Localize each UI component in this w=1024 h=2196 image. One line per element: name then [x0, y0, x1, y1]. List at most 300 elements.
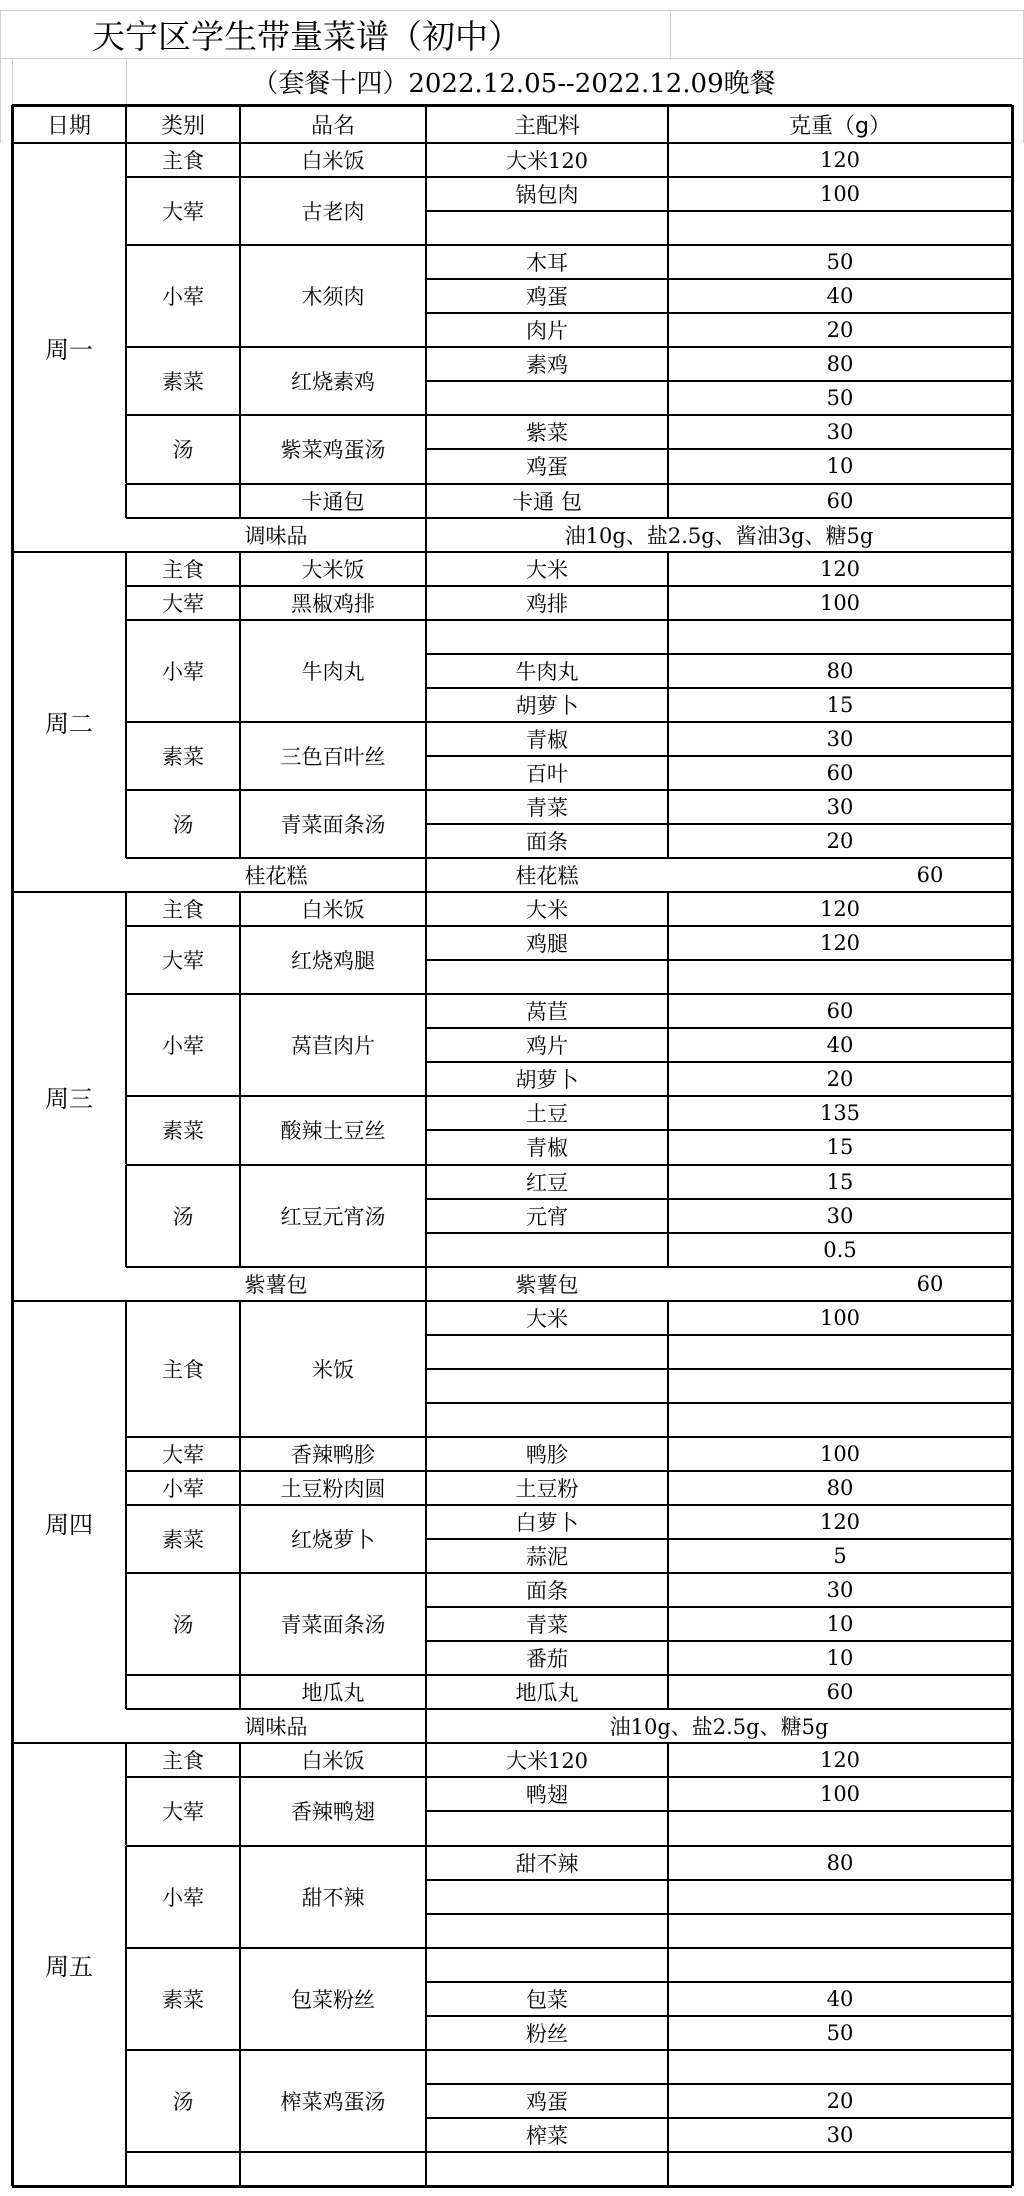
grid-line [667, 1777, 669, 1845]
weight-cell: 100 [819, 590, 861, 615]
dish-cell: 紫菜鸡蛋汤 [280, 438, 386, 463]
grid-line [239, 1471, 241, 1505]
grid-line [426, 2117, 1012, 2119]
ingredient-cell: 大米120 [505, 1749, 589, 1774]
grid-line [425, 1743, 427, 1777]
ingredient-cell: 百叶 [526, 761, 568, 786]
dish-cell: 红烧鸡腿 [291, 949, 375, 974]
grid-line [12, 551, 1012, 553]
ingredient-cell: 地瓜丸 [515, 1681, 579, 1706]
grid-line [667, 892, 669, 926]
grid-line [425, 1165, 427, 1267]
grid-line [667, 245, 669, 347]
ingredient-cell: 鸡蛋 [526, 2089, 568, 2114]
weight-cell [668, 211, 1012, 245]
weight-cell [668, 1369, 1012, 1403]
category-cell: 小荤 [162, 285, 204, 310]
grid-line [667, 994, 669, 1096]
category-cell: 素菜 [162, 370, 204, 395]
grid-line [425, 892, 427, 926]
grid-line [126, 483, 1012, 485]
day-cell: 周一 [45, 335, 93, 364]
category-cell: 汤 [172, 812, 194, 837]
grid-line [426, 2015, 1012, 2017]
ingredient-cell: 大米 [526, 1306, 568, 1331]
ingredient-cell [426, 381, 668, 415]
grid-line [667, 926, 669, 994]
weight-cell: 30 [826, 794, 854, 819]
weight-cell: 120 [819, 148, 861, 173]
dish-cell: 香辣鸭胗 [291, 1442, 375, 1467]
grid-line [239, 552, 241, 586]
ingredient-cell: 包菜 [526, 1987, 568, 2012]
grid-line [667, 105, 669, 143]
grid-line [425, 994, 427, 1096]
header-date: 日期 [46, 113, 91, 139]
ingredient-cell: 锅包肉 [515, 183, 579, 208]
grid-line [239, 892, 241, 926]
grid-line [126, 585, 1012, 587]
ingredient-cell: 甜不辣 [515, 1851, 579, 1876]
weight-cell [668, 1948, 1012, 1982]
grid-line [667, 1437, 669, 1471]
grid-line [126, 346, 1012, 348]
grid-line [426, 823, 1012, 825]
day-cell: 周四 [45, 1510, 93, 1539]
grid-line [126, 789, 1012, 791]
grid-line [426, 1640, 1012, 1642]
grid-line [1023, 10, 1024, 143]
day-cell: 周三 [45, 1084, 93, 1113]
ingredient-cell: 蒜泥 [526, 1545, 568, 1570]
weight-cell: 40 [826, 284, 854, 309]
category-cell: 大荤 [162, 591, 204, 616]
weight-cell: 30 [826, 1578, 854, 1603]
ingredient-cell: 榨菜 [526, 2123, 568, 2148]
grid-line [239, 722, 241, 790]
ingredient-cell: 大米 [526, 898, 568, 923]
grid-line [667, 2152, 669, 2186]
ingredient-cell: 青椒 [526, 1136, 568, 1161]
ingredient-cell: 素鸡 [526, 353, 568, 378]
grid-line [425, 105, 427, 143]
weight-cell [668, 1403, 1012, 1437]
dish-cell: 大米饭 [301, 557, 365, 582]
grid-line [239, 245, 241, 347]
grid-line [426, 1538, 1012, 1540]
dish-cell: 酸辣土豆丝 [280, 1119, 386, 1144]
day-cell: 周二 [45, 710, 93, 739]
weight-cell: 20 [826, 318, 854, 343]
grid-line [425, 1675, 427, 1709]
footer-ingredient: 桂花糕 [515, 864, 579, 889]
grid-line [239, 1165, 241, 1267]
ingredient-cell: 白萝卜 [515, 1511, 579, 1536]
grid-line [12, 104, 1012, 107]
weight-cell: 120 [819, 931, 861, 956]
category-cell: 主食 [162, 557, 204, 582]
ingredient-cell: 青菜 [526, 795, 568, 820]
category-cell: 素菜 [162, 1987, 204, 2012]
grid-line [426, 448, 1012, 450]
grid-line [667, 620, 669, 722]
ingredient-cell: 面条 [526, 830, 568, 855]
weight-cell: 10 [826, 454, 854, 479]
ingredient-cell [426, 620, 668, 654]
grid-line [426, 1334, 1012, 1336]
category-cell [126, 2152, 240, 2186]
category-cell: 汤 [172, 438, 194, 463]
weight-cell: 30 [826, 726, 854, 751]
category-cell [126, 1675, 240, 1709]
ingredient-cell: 鸭翅 [526, 1783, 568, 1808]
dish-cell: 香辣鸭翅 [291, 1800, 375, 1825]
grid-line [667, 347, 669, 415]
footer-seasoning: 油10g、盐2.5g、糖5g [609, 1715, 829, 1740]
grid-line [425, 1096, 427, 1164]
grid-line [425, 586, 427, 620]
weight-cell [668, 620, 1012, 654]
grid-line [425, 1505, 427, 1573]
grid-line [239, 1573, 241, 1675]
grid-line [425, 620, 427, 722]
grid-line [425, 347, 427, 415]
ingredient-cell: 肉片 [526, 319, 568, 344]
ingredient-cell: 番茄 [526, 1647, 568, 1672]
dish-cell: 甜不辣 [301, 1885, 365, 1910]
dish-cell: 黑椒鸡排 [291, 591, 375, 616]
weight-cell: 60 [826, 999, 854, 1024]
grid-line [126, 2049, 1012, 2051]
grid-line [667, 790, 669, 858]
grid-line [126, 414, 1012, 416]
dish-cell: 木须肉 [301, 285, 365, 310]
dish-cell: 榨菜鸡蛋汤 [280, 2089, 386, 2114]
grid-line [667, 586, 669, 620]
grid-line [425, 722, 427, 790]
grid-line [126, 1164, 1012, 1166]
ingredient-cell: 土豆粉 [515, 1476, 579, 1501]
footer-ingredient: 紫薯包 [515, 1272, 579, 1297]
weight-cell [668, 1914, 1012, 1948]
grid-line [239, 1675, 241, 1709]
category-cell [126, 484, 240, 518]
grid-line [126, 176, 1012, 178]
grid-line [667, 1165, 669, 1267]
ingredient-cell: 鸡蛋 [526, 455, 568, 480]
dish-cell: 地瓜丸 [301, 1681, 365, 1706]
grid-line [239, 143, 241, 177]
grid-line [239, 1505, 241, 1573]
weight-cell: 120 [819, 1748, 861, 1773]
grid-line [239, 926, 241, 994]
footer-label: 紫薯包 [244, 1272, 308, 1297]
grid-line [239, 1846, 241, 1948]
grid-line [425, 1948, 427, 2050]
dish-cell: 古老肉 [301, 200, 365, 225]
weight-cell: 50 [826, 2020, 854, 2045]
ingredient-cell [426, 1914, 668, 1948]
grid-line [126, 993, 1012, 995]
weight-cell: 10 [826, 1646, 854, 1671]
weight-cell: 20 [826, 2088, 854, 2113]
ingredient-cell: 土豆 [526, 1102, 568, 1127]
grid-line [425, 177, 427, 245]
grid-line [425, 926, 427, 994]
ingredient-cell [426, 1811, 668, 1845]
category-cell: 大荤 [162, 949, 204, 974]
grid-line [239, 1096, 241, 1164]
grid-line [667, 484, 669, 518]
grid-line [425, 484, 427, 518]
grid-line [425, 2152, 427, 2186]
category-cell: 小荤 [162, 1034, 204, 1059]
weight-cell: 30 [826, 420, 854, 445]
grid-line [667, 1471, 669, 1505]
weight-cell: 120 [819, 1510, 861, 1535]
category-cell: 小荤 [162, 1476, 204, 1501]
weight-cell: 15 [826, 692, 854, 717]
weight-cell: 100 [819, 1441, 861, 1466]
grid-line [667, 1846, 669, 1948]
grid-line [667, 1096, 669, 1164]
ingredient-cell [426, 960, 668, 994]
grid-line [239, 586, 241, 620]
ingredient-cell [426, 1335, 668, 1369]
dish-cell: 白米饭 [301, 898, 365, 923]
ingredient-cell: 莴苣 [526, 1000, 568, 1025]
grid-line [126, 1504, 1012, 1506]
weight-cell: 60 [826, 488, 854, 513]
ingredient-cell: 粉丝 [526, 2021, 568, 2046]
grid-line [426, 653, 1012, 655]
grid-line [239, 1743, 241, 1777]
grid-line [426, 1129, 1012, 1131]
category-cell: 汤 [172, 2089, 194, 2114]
ingredient-cell [426, 1880, 668, 1914]
dish-cell: 红烧素鸡 [291, 370, 375, 395]
grid-line [425, 552, 427, 586]
weight-cell: 15 [826, 1169, 854, 1194]
grid-line [426, 1027, 1012, 1029]
grid-line [239, 2152, 241, 2186]
dish-cell: 米饭 [312, 1357, 354, 1382]
grid-line [426, 1198, 1012, 1200]
grid-line [126, 244, 1012, 246]
page-title: 天宁区学生带量菜谱（初中） [92, 16, 521, 56]
grid-line [667, 2050, 669, 2152]
grid-line [667, 1301, 669, 1437]
ingredient-cell: 红豆 [526, 1170, 568, 1195]
grid-line [426, 1606, 1012, 1608]
grid-line [239, 347, 241, 415]
dish-cell: 青菜面条汤 [280, 812, 386, 837]
grid-line [126, 925, 1012, 927]
footer-label: 调味品 [244, 1715, 308, 1740]
grid-line [126, 1845, 1012, 1847]
category-cell: 大荤 [162, 1442, 204, 1467]
category-cell: 小荤 [162, 659, 204, 684]
grid-line [425, 1301, 427, 1437]
grid-line [667, 415, 669, 483]
ingredient-cell: 鸭胗 [526, 1442, 568, 1467]
weight-cell: 60 [826, 1680, 854, 1705]
grid-line [239, 105, 241, 143]
weight-cell: 50 [826, 386, 854, 411]
weight-cell: 100 [819, 1782, 861, 1807]
ingredient-cell: 木耳 [526, 251, 568, 276]
grid-line [667, 552, 669, 586]
grid-line [239, 1301, 241, 1437]
grid-line [239, 620, 241, 722]
grid-line [426, 210, 1012, 212]
grid-line [425, 245, 427, 347]
grid-line [126, 2151, 1012, 2153]
weight-cell: 20 [826, 1067, 854, 1092]
ingredient-cell [426, 1369, 668, 1403]
grid-line [126, 1776, 1012, 1778]
grid-line [425, 1573, 427, 1675]
weight-cell [668, 2152, 1012, 2186]
grid-line [239, 994, 241, 1096]
ingredient-cell: 鸡腿 [526, 932, 568, 957]
grid-line [12, 1742, 1012, 1744]
grid-line [426, 1368, 1012, 1370]
grid-line [426, 755, 1012, 757]
ingredient-cell: 大米120 [505, 149, 589, 174]
ingredient-cell: 胡萝卜 [515, 693, 579, 718]
grid-line [239, 1777, 241, 1845]
weight-cell: 80 [826, 1475, 854, 1500]
ingredient-cell: 卡通 包 [512, 489, 582, 514]
ingredient-cell [426, 1233, 668, 1267]
header-weight: 克重（g） [789, 113, 891, 139]
grid-line [667, 177, 669, 245]
grid-line [425, 1777, 427, 1845]
weight-cell: 40 [826, 1986, 854, 2011]
category-cell: 素菜 [162, 1528, 204, 1553]
footer-seasoning: 油10g、盐2.5g、酱油3g、糖5g [564, 523, 874, 548]
weight-cell: 80 [826, 658, 854, 683]
ingredient-cell: 紫菜 [526, 421, 568, 446]
dish-cell: 土豆粉肉圆 [280, 1476, 386, 1501]
grid-line [426, 687, 1012, 689]
ingredient-cell: 牛肉丸 [515, 659, 579, 684]
grid-line [12, 1300, 1012, 1302]
grid-line [426, 380, 1012, 382]
category-cell: 汤 [172, 1613, 194, 1638]
grid-line [239, 1948, 241, 2050]
category-cell: 主食 [162, 1749, 204, 1774]
grid-line [239, 484, 241, 518]
ingredient-cell: 鸡片 [526, 1034, 568, 1059]
day-cell: 周五 [45, 1953, 93, 1982]
grid-line [425, 1437, 427, 1471]
grid-line [239, 790, 241, 858]
dish-cell: 白米饭 [301, 149, 365, 174]
weight-cell [668, 2050, 1012, 2084]
ingredient-cell: 胡萝卜 [515, 1068, 579, 1093]
grid-line [426, 278, 1012, 280]
grid-line [0, 10, 1, 143]
grid-line [239, 415, 241, 483]
dish-cell: 牛肉丸 [301, 659, 365, 684]
weight-cell: 10 [826, 1612, 854, 1637]
category-cell: 主食 [162, 1357, 204, 1382]
ingredient-cell [426, 1948, 668, 1982]
grid-line [126, 1947, 1012, 1949]
grid-line [667, 1573, 669, 1675]
category-cell: 汤 [172, 1204, 194, 1229]
grid-line [425, 2050, 427, 2152]
grid-line [425, 415, 427, 483]
grid-line [126, 1674, 1012, 1676]
dish-cell: 莴苣肉片 [291, 1034, 375, 1059]
dish-cell: 三色百叶丝 [280, 744, 386, 769]
weight-cell: 20 [826, 829, 854, 854]
dish-cell [240, 2152, 426, 2186]
grid-line [667, 722, 669, 790]
weight-cell: 50 [826, 250, 854, 275]
grid-line [426, 1913, 1012, 1915]
footer-label: 桂花糕 [244, 864, 308, 889]
grid-line [426, 1061, 1012, 1063]
dish-cell: 包菜粉丝 [291, 1987, 375, 2012]
footer-weight: 60 [916, 863, 944, 888]
grid-line [425, 790, 427, 858]
grid-line [426, 1981, 1012, 1983]
grid-line [12, 58, 13, 105]
dish-cell: 白米饭 [301, 1749, 365, 1774]
ingredient-cell: 元宵 [526, 1204, 568, 1229]
weight-cell: 40 [826, 1033, 854, 1058]
footer-weight: 60 [916, 1271, 944, 1296]
category-cell: 素菜 [162, 744, 204, 769]
category-cell: 素菜 [162, 1119, 204, 1144]
ingredient-cell [426, 1403, 668, 1437]
grid-line [126, 1436, 1012, 1438]
weight-cell: 0.5 [823, 1237, 857, 1262]
header-dish: 品名 [310, 113, 355, 139]
grid-line [426, 2083, 1012, 2085]
weight-cell: 30 [826, 1203, 854, 1228]
grid-line [126, 1095, 1012, 1097]
grid-line [126, 619, 1012, 621]
dish-cell: 红豆元宵汤 [280, 1204, 386, 1229]
grid-line [425, 1471, 427, 1505]
dish-cell: 红烧萝卜 [291, 1528, 375, 1553]
grid-line [426, 1402, 1012, 1404]
weight-cell: 135 [819, 1101, 861, 1126]
grid-line [239, 1437, 241, 1471]
weight-cell: 120 [819, 897, 861, 922]
grid-line [239, 177, 241, 245]
page-subtitle: （套餐十四）2022.12.05--2022.12.09晚餐 [252, 69, 776, 99]
ingredient-cell: 面条 [526, 1579, 568, 1604]
category-cell: 主食 [162, 149, 204, 174]
grid-line [12, 891, 1012, 893]
header-ingredient: 主配料 [513, 113, 580, 139]
weight-cell: 15 [826, 1135, 854, 1160]
dish-cell: 青菜面条汤 [280, 1613, 386, 1638]
grid-line [126, 1572, 1012, 1574]
category-cell: 主食 [162, 898, 204, 923]
grid-line [126, 1470, 1012, 1472]
weight-cell: 100 [819, 182, 861, 207]
weight-cell: 30 [826, 2122, 854, 2147]
footer-label: 调味品 [244, 523, 308, 548]
category-cell: 大荤 [162, 200, 204, 225]
